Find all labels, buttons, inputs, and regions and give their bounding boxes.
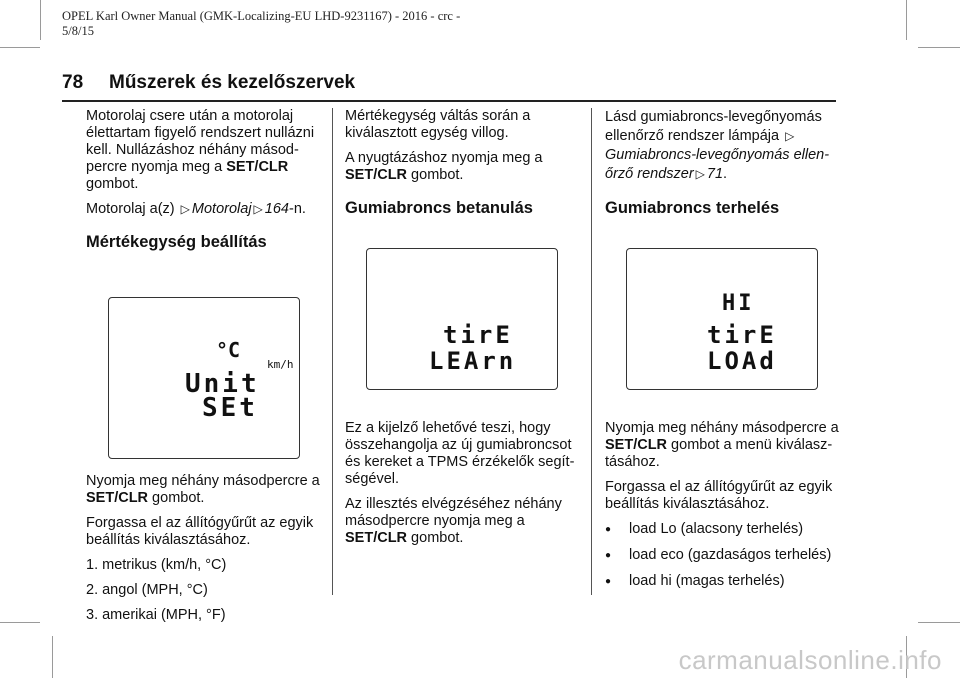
load-options-list (605, 521, 841, 590)
column-2 (345, 108, 581, 555)
tire-load-press-paragraph: Nyomja meg néhány másodpercre a SET/CLR gombot a menü kiválasz-tásához. (605, 420, 839, 470)
page-heading (62, 72, 355, 94)
page-arrow-icon: ▷ (695, 167, 705, 181)
list-item: ● load eco (gazdaságos terhelés) (605, 547, 841, 564)
lcd-line-1: tirE (443, 321, 513, 349)
lcd-line-2: LEArn (429, 347, 517, 375)
tire-learn-lcd-display (366, 248, 558, 390)
lcd-line-1: tirE (707, 321, 777, 349)
tire-learn-description: Ez a kijelző lehetővé teszi, hogy összehangolja az új gumiabroncsot és kereket a TPMS érzékelők segít-ségével. (345, 420, 575, 487)
document-meta (62, 9, 532, 39)
units-option-1: 1. metrikus (km/h, °C) (86, 557, 227, 573)
oil-reference-link[interactable]: Motorolaj (191, 201, 252, 217)
lcd-line-2: LOAd (707, 347, 777, 375)
units-option-3: 3. amerikai (MPH, °F) (86, 607, 226, 623)
tpms-page-ref[interactable]: 71 (706, 166, 724, 182)
lcd-temp-unit: °C (216, 338, 241, 362)
crop-mark (0, 622, 40, 623)
tire-load-lcd-display (626, 248, 818, 390)
column-1 (86, 108, 322, 632)
tire-learn-press-paragraph: Az illesztés elvégzéséhez néhány másodpercre nyomja meg a SET/CLR gombot. (345, 496, 562, 546)
lcd-line-0: HI (722, 291, 755, 316)
unit-blink-paragraph: Mértékegység váltás során a kiválasztott egység villog. (345, 108, 531, 141)
section-title: Műszerek és kezelőszervek (109, 72, 356, 93)
crop-mark (0, 47, 40, 48)
units-option-2: 2. angol (MPH, °C) (86, 582, 208, 598)
column-3 (605, 108, 841, 599)
tire-load-turn-paragraph: Forgassa el az állítógyűrűt az egyik beállítás kiválasztásához. (605, 479, 833, 512)
units-lcd-display (108, 297, 300, 459)
reference-arrow-icon: ▷ (785, 129, 795, 143)
oil-reset-paragraph: Motorolaj csere után a motorolaj élettartam figyelő rendszert nullázni kell. Nullázáshoz néhány másod-percre nyomja meg a SET/CLR gombot. (86, 108, 315, 192)
units-heading: Mértékegység beállítás (86, 233, 267, 251)
meta-line-2: 5/8/15 (62, 24, 94, 38)
lcd-speed-unit: km/h (267, 358, 294, 371)
crop-mark (40, 0, 41, 40)
reference-arrow-icon: ▷ (180, 202, 190, 216)
set-clr-label: SET/CLR (345, 530, 408, 546)
tpms-reference-paragraph: Lásd gumiabroncs-levegőnyomás ellenőrző rendszer lámpája ▷ Gumiabroncs-levegőnyomás ellen-őrző rendszer ▷ 71. (605, 109, 830, 182)
tire-learn-heading: Gumiabroncs betanulás (345, 199, 533, 217)
crop-mark (906, 0, 907, 40)
set-clr-label: SET/CLR (86, 490, 149, 506)
tire-load-heading: Gumiabroncs terhelés (605, 199, 780, 217)
set-clr-label: SET/CLR (345, 167, 408, 183)
meta-line-1: OPEL Karl Owner Manual (GMK-Localizing-EU LHD-9231167) - 2016 - crc - (62, 9, 461, 23)
confirm-paragraph: A nyugtázáshoz nyomja meg a SET/CLR gombot. (345, 150, 543, 183)
crop-mark (52, 636, 53, 678)
units-press-paragraph: Nyomja meg néhány másodpercre a SET/CLR gombot. (86, 473, 320, 506)
list-item: ● load hi (magas terhelés) (605, 573, 841, 590)
heading-rule (62, 100, 836, 102)
lcd-line-2: SEt (202, 393, 258, 423)
oil-page-ref[interactable]: 164 (264, 201, 289, 217)
set-clr-label: SET/CLR (605, 437, 668, 453)
crop-mark (918, 47, 960, 48)
watermark: carmanualsonline.info (678, 645, 942, 675)
page-number: 78 (62, 72, 84, 93)
lcd-line-1: Unit (185, 369, 260, 399)
page-arrow-icon: ▷ (253, 202, 263, 216)
units-turn-paragraph: Forgassa el az állítógyűrűt az egyik beállítás kiválasztásához. (86, 515, 314, 548)
column-divider (332, 108, 333, 595)
list-item: ● load Lo (alacsony terhelés) (605, 521, 841, 538)
oil-reference-paragraph: Motorolaj a(z) ▷ Motorolaj ▷ 164-n. (86, 201, 306, 217)
set-clr-label: SET/CLR (226, 159, 289, 175)
column-divider (591, 108, 592, 595)
tpms-reference-link[interactable]: Gumiabroncs-levegőnyomás ellen-őrző rendszer (605, 147, 830, 182)
crop-mark (918, 622, 960, 623)
